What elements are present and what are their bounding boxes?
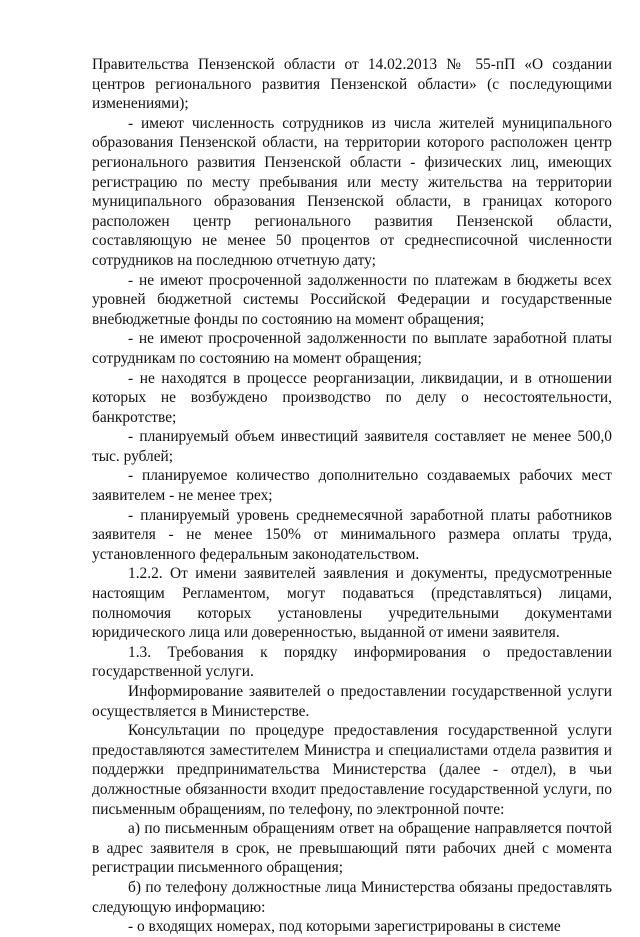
paragraph-no-tax-debt: - не имеют просроченной задолженности по платежам в бюджеты всех уровней бюджетной системы Российской Федерации и государственные внебюджетные фонды по состоянию на момент обращения; xyxy=(92,271,612,328)
paragraph-no-bankruptcy: - не находятся в процессе реорганизации, ликвидации, и в отношении которых не возбуждено производство по делу о несостоятельности, банкротстве; xyxy=(92,369,612,426)
paragraph-jobs: - планируемое количество дополнительно создаваемых рабочих мест заявителем - не менее трех; xyxy=(92,467,612,505)
paragraph-continuation: Правительства Пензенской области от 14.02.2013 № 55-пП «О создании центров регионального развития Пензенской области» (с последующими изменениями); xyxy=(92,56,612,113)
paragraph-no-wage-debt: - не имеют просроченной задолженности по выплате заработной платы сотрудникам по состоянию на момент обращения; xyxy=(92,330,612,367)
paragraph-investment: - планируемый объем инвестиций заявителя составляет не менее 500,0 тыс. рублей; xyxy=(92,428,612,465)
paragraph-consultations: Консультации по процедуре предоставления государственной услуги предоставляются заместителем Министра и специалистами отдела развития и поддержки предпринимательства Министерства (далее - отдел), в чьи должностные обязанности входит предоставление государственной услуги, по письменным обращениям, по телефону, по электронной почте: xyxy=(92,722,612,818)
paragraph-1-3: 1.3. Требования к порядку информирования о предоставлении государственной услуги. xyxy=(92,643,612,681)
paragraph-1-2-2: 1.2.2. От имени заявителей заявления и документы, предусмотренные настоящим Регламентом, могут подаваться (представляться) лицами, полномочия которых установлены учредительными документами юридического лица или доверенностью, выданной от имени заявителя. xyxy=(92,565,612,642)
document-body xyxy=(92,55,612,937)
paragraph-informing: Информирование заявителей о предоставлении государственной услуги осуществляется в Министерстве. xyxy=(92,683,612,720)
paragraph-salary: - планируемый уровень среднемесячной заработной платы работников заявителя - не менее 150% от минимального размера оплаты труда, установленного федеральным законодательством. xyxy=(92,506,612,563)
paragraph-item-a: а) по письменным обращениям ответ на обращение направляется почтой в адрес заявителя в срок, не превышающий пяти рабочих дней с момента регистрации письменного обращения; xyxy=(92,820,612,877)
paragraph-employees: - имеют численность сотрудников из числа жителей муниципального образования Пензенской области, на территории которого расположен центр регионального развития Пензенской области - физических лиц, имеющих регистрацию по месту пребывания или месту жительства на территории муниципального образования Пензенской области, в границах которого расположен центр регионального развития Пензенской области, составляющую не менее 50 процентов от среднесписочной численности сотрудников на последнюю отчетную дату; xyxy=(92,114,612,269)
paragraph-incoming-numbers: - о входящих номерах, под которыми зарегистрированы в системе xyxy=(128,918,561,936)
paragraph-item-b: б) по телефону должностные лица Министерства обязаны предоставлять следующую информацию: xyxy=(92,878,612,916)
